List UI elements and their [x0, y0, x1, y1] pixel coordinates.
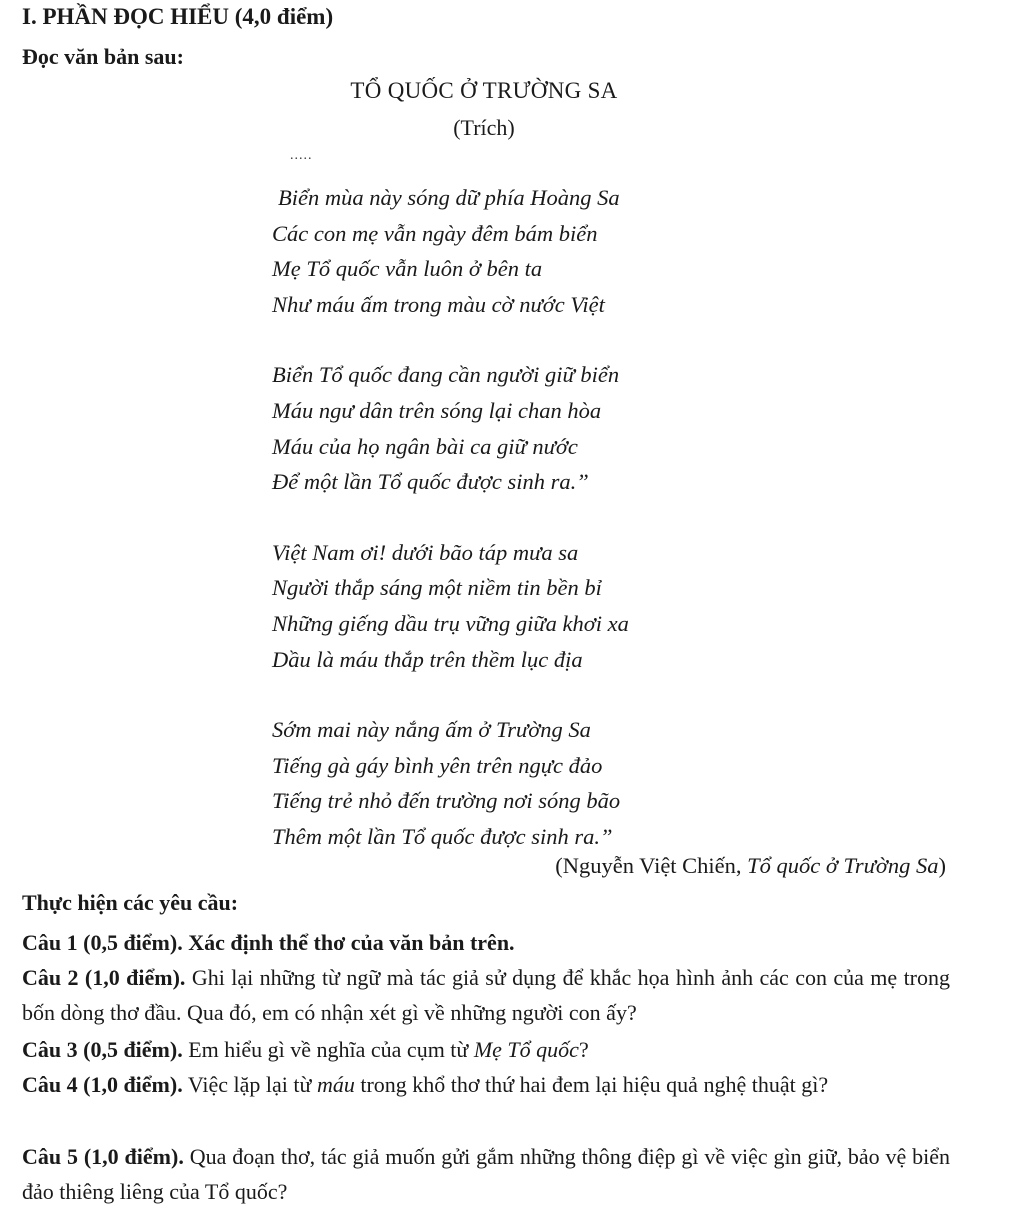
verse: Tiếng gà gáy bình yên trên ngực đảo [272, 752, 603, 778]
attribution-author: (Nguyễn Việt Chiến, [555, 853, 748, 878]
poem-title: TỔ QUỐC Ở TRƯỜNG SA [350, 78, 618, 103]
verse: Thêm một lần Tổ quốc được sinh ra.” [272, 823, 613, 849]
verse: Biển mùa này sóng dữ phía Hoàng Sa [278, 185, 620, 210]
question-text: Qua đoạn thơ, tác giả muốn gửi gắm những thông điệp gì về việc gìn giữ, bảo vệ biển đảo thiêng liêng của Tổ quốc? [22, 1144, 951, 1204]
verse: Người thắp sáng một niềm tin bền bỉ [272, 575, 602, 601]
question-text: Việc lặp lại từ [187, 1072, 312, 1097]
verse: Máu của họ ngân bài ca giữ nước [272, 433, 578, 459]
question-label: Câu 3 (0,5 điểm). [22, 1037, 183, 1062]
question-3 [22, 1032, 950, 1067]
question-text: Ghi lại những từ ngữ mà tác giả sử dụng để khắc họa hình ảnh các con của mẹ trong bốn dòng thơ đầu. Qua đó, em có nhận xét gì về những người con ấy? [22, 965, 951, 1025]
verse: Máu ngư dân trên sóng lại chan hòa [272, 397, 602, 423]
verse: Tiếng trẻ nhỏ đến trường nơi sóng bão [272, 788, 621, 814]
attribution-close: ) [938, 853, 946, 878]
verse: Việt Nam ơi! dưới bão táp mưa sa [272, 539, 579, 565]
question-5 [22, 1139, 950, 1209]
reading-instruction: Đọc văn bản sau: [22, 44, 184, 69]
stanza-2 [272, 357, 629, 499]
stanza-3 [272, 535, 629, 677]
question-label: Câu 2 (1,0 điểm). [22, 965, 186, 990]
poem-ellipsis: ..... [290, 148, 313, 163]
question-text: Xác định thể thơ của văn bản trên. [188, 930, 515, 955]
question-label: Câu 5 (1,0 điểm). [22, 1144, 184, 1169]
question-emphasis: máu [316, 1072, 355, 1097]
poem-attribution [555, 853, 946, 879]
attribution-work: Tổ quốc ở Trường Sa [747, 853, 939, 878]
verse: Dầu là máu thắp trên thềm lục địa [272, 646, 583, 672]
poem-subtitle: (Trích) [453, 115, 515, 140]
tasks-heading: Thực hiện các yêu cầu: [22, 890, 239, 915]
question-4 [22, 1067, 950, 1102]
verse: Để một lần Tổ quốc được sinh ra.” [272, 469, 589, 495]
verse: Những giếng dầu trụ vững giữa khơi xa [272, 610, 629, 636]
verse: Các con mẹ vẫn ngày đêm bám biển [272, 220, 598, 246]
question-label: Câu 1 (0,5 điểm). [22, 930, 183, 955]
verse: Sớm mai này nắng ấm ở Trường Sa [272, 717, 591, 743]
verse: Như máu ấm trong màu cờ nước Việt [272, 291, 605, 317]
section-heading: I. PHẦN ĐỌC HIỂU (4,0 điểm) [22, 4, 334, 29]
stanza-1 [272, 180, 629, 322]
verse: Biển Tổ quốc đang cần người giữ biển [272, 362, 620, 388]
verse: Mẹ Tổ quốc vẫn luôn ở bên ta [272, 256, 543, 282]
poem-body [272, 180, 629, 890]
question-label: Câu 4 (1,0 điểm). [22, 1072, 183, 1097]
question-text-end: trong khổ thơ thứ hai đem lại hiệu quả nghệ thuật gì? [360, 1072, 829, 1097]
question-2 [22, 960, 950, 1030]
stanza-4 [272, 712, 629, 854]
question-text: Em hiểu gì về nghĩa của cụm từ [188, 1037, 469, 1062]
question-1 [22, 925, 950, 960]
question-emphasis: Mẹ Tổ quốc [473, 1037, 579, 1062]
question-text-end: ? [578, 1037, 589, 1062]
